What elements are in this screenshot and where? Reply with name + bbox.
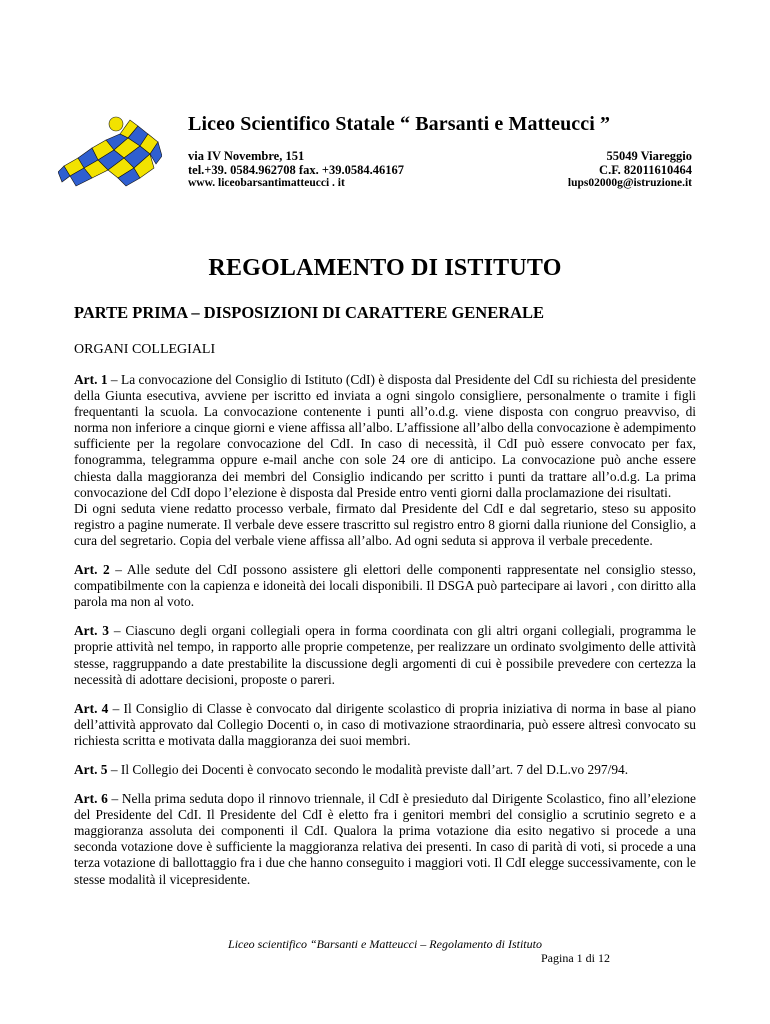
article-5: [74, 762, 696, 778]
school-phone-fax: tel.+39. 0584.962708 fax. +39.0584.46167: [188, 163, 404, 177]
article-label: Art. 5: [74, 761, 108, 777]
school-website: www. liceobarsantimatteucci . it: [188, 177, 345, 189]
article-paragraph: [74, 762, 696, 778]
school-email: lups02000g@istruzione.it: [567, 177, 692, 189]
article-text: – Alle sedute del CdI possono assistere gli elettori delle componenti rappresentate nel consiglio stesso, compatibilmente con la capienza e idoneità dei locali disponibili. Il DSGA può partecipare ai lavori , con diritto alla parola ma non al voto.: [74, 562, 696, 610]
article-label: Art. 2: [74, 562, 110, 578]
article-paragraph: [74, 372, 696, 501]
article-text: – Il Consiglio di Classe è convocato dal dirigente scolastico di propria iniziativa di norma in base al piano dell’attività approvato dal Collegio Docenti o, in caso di motivazione straordinaria, può essere altresì convocato su richiesta scritta e motivata dalla maggioranza dei suoi membri.: [74, 700, 696, 748]
article-text: – Il Collegio dei Docenti è convocato secondo le modalità previste dall’art. 7 del D.L.vo 297/94.: [107, 761, 629, 777]
article-6: [74, 791, 696, 888]
logo-sun: [109, 117, 123, 131]
document-title: REGOLAMENTO DI ISTITUTO: [208, 255, 562, 281]
section-title: ORGANI COLLEGIALI: [74, 342, 216, 357]
document-body: [74, 372, 696, 901]
article-label: Art. 4: [74, 700, 109, 716]
school-address: via IV Novembre, 151: [188, 149, 305, 163]
page-number: Pagina 1 di 12: [541, 951, 610, 965]
article-paragraph: Di ogni seduta viene redatto processo verbale, firmato dal Presidente del CdI e dal segretario, steso su apposito registro a pagine numerate. Il verbale deve essere trascritto sul registro entro 8 giorni dalla riunione del Consiglio, a cura del segretario. Copia del verbale viene affissa all’albo. Ad ogni seduta si approva il verbale precedente.: [74, 500, 696, 548]
school-city: 55049 Viareggio: [606, 149, 692, 163]
article-3: [74, 623, 696, 687]
article-4: [74, 701, 696, 749]
article-label: Art. 3: [74, 623, 109, 639]
article-1: [74, 372, 696, 549]
article-text: – La convocazione del Consiglio di Istituto (CdI) è disposta dal Presidente del CdI su richiesta del presidente della Giunta esecutiva, avviene per iscritto ed inviata a ogni singolo consigliere, personalmente o tramite i figli frequentanti la scuola. La convocazione contenente i punti all’o.d.g. viene disposta con congruo preavviso, di norma non inferiore a cinque giorni e viene affissa all’albo. L’affissione all’albo della convocazione è adempimento sufficiente per la regolare convocazione del CdI. In caso di necessità, il CdI può essere convocato per fax, fonogramma, telegramma oppure e-mail anche con sole 24 ore di anticipo. La convocazione può anche essere chiesta dalla maggioranza dei membri del Consiglio indicando per scritto i punti da trattare all’o.d.g. La prima convocazione del CdI dopo l’elezione è disposta dal Preside entro venti giorni dalla proclamazione dei risultati.: [74, 372, 696, 500]
part-title: PARTE PRIMA – DISPOSIZIONI DI CARATTERE GENERALE: [74, 303, 545, 322]
article-text: – Ciascuno degli organi collegiali opera in forma coordinata con gli altri organi collegiali, programma le proprie attività nel tempo, in rapporto alle proprie competenze, per realizzare un ordinato svolgimento delle attività stesse, raggruppando a date prestabilite la discussione degli argomenti di cui è possibile prevedere con certezza la necessità di adottare decisioni, proposte o pareri.: [74, 623, 696, 687]
article-paragraph: [74, 791, 696, 888]
school-name: Liceo Scientifico Statale “ Barsanti e Matteucci ”: [188, 113, 611, 135]
article-label: Art. 6: [74, 791, 108, 807]
school-logo: [58, 112, 162, 188]
footer-running-title: Liceo scientifico “Barsanti e Matteucci – Regolamento di Istituto: [228, 937, 542, 951]
article-text: – Nella prima seduta dopo il rinnovo triennale, il CdI è presieduto dal Dirigente Scolastico, fino all’elezione del Presidente del CdI. Il Presidente del CdI è eletto fra i genitori membri del consiglio a scrutinio segreto e a maggioranza assoluta dei componenti il CdI. Qualora la prima votazione dia esito negativo si procede a una seconda votazione dove è sufficiente la maggioranza relativa dei presenti. In caso di parità di voti, si procede a una terza votazione di ballottaggio fra i due che hanno conseguito i maggiori voti. Il CdI elegge successivamente, con le stesse modalità il vicepresidente.: [74, 791, 696, 887]
school-tax-code: C.F. 82011610464: [599, 163, 692, 177]
article-paragraph: [74, 562, 696, 610]
article-2: [74, 562, 696, 610]
article-paragraph: [74, 701, 696, 749]
article-label: Art. 1: [74, 372, 108, 387]
article-paragraph: [74, 623, 696, 687]
